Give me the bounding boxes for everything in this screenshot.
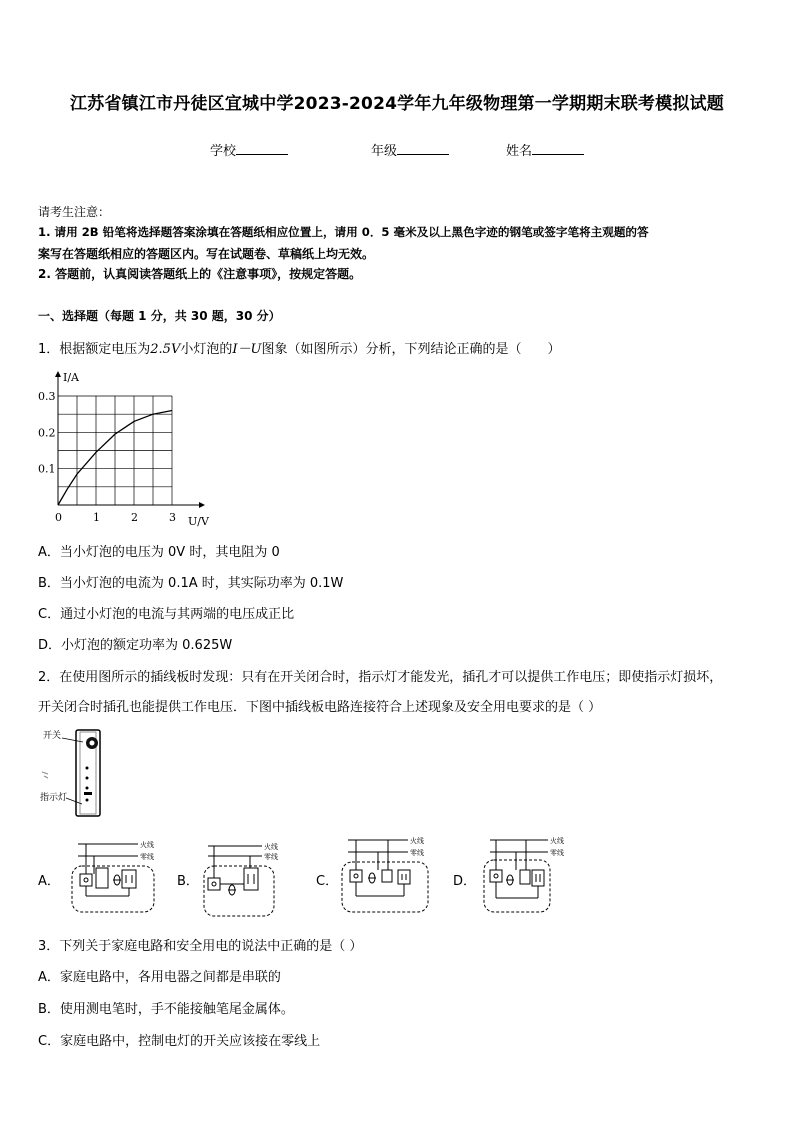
y-axis-arrow (55, 371, 61, 377)
chart-grid (58, 396, 172, 505)
power-strip-figure (40, 726, 110, 818)
grade-blank[interactable] (397, 142, 449, 155)
grade-label: 年级 (371, 144, 398, 159)
x-tick-label: 2 (131, 511, 138, 524)
x-axis-label: U/V (188, 515, 209, 528)
q1-option-c[interactable]: C．通过小灯泡的电流与其两端的电压成正比 (38, 607, 295, 622)
name-label: 姓名 (506, 144, 533, 159)
notice-item-1-line-2: 案写在答题纸相应的答题区内。写在试题卷、草稿纸上均无效。 (38, 247, 375, 261)
neutral-wire-label: 零线 (140, 853, 154, 861)
q3-option-c[interactable]: C．家庭电路中，控制电灯的开关应该接在零线上 (38, 1034, 321, 1049)
q1-stem-part-b: 小灯泡的 (180, 342, 233, 357)
x-tick-label: 1 (93, 511, 100, 524)
fire-wire-label: 火线 (140, 841, 154, 849)
x-tick-label: 0 (55, 511, 62, 524)
neutral-wire-label: 零线 (410, 849, 424, 857)
x-tick-label: 3 (169, 511, 176, 524)
school-blank[interactable] (236, 142, 288, 155)
q1-voltage: 2.5V (150, 342, 181, 357)
q1-stem-part-c: 图象（如图所示）分析，下列结论正确的是（ ） (261, 342, 561, 357)
lamp-leader (66, 798, 82, 804)
y-tick-label: 0.3 (38, 390, 56, 403)
page-title: 江苏省镇江市丹徒区宜城中学2023-2024学年九年级物理第一学期期末联考模拟试题 (70, 94, 724, 114)
y-tick-label: 0.1 (38, 462, 56, 476)
q2-option-d[interactable]: D． (453, 874, 477, 889)
circuit-a[interactable] (66, 838, 170, 918)
fire-wire-label: 火线 (264, 843, 278, 851)
q2-option-b[interactable]: B． (177, 874, 199, 889)
chart-axes (55, 371, 205, 508)
q1-option-b[interactable]: B．当小灯泡的电流为 0.1A 时，其实际功率为 0.1W (38, 576, 344, 591)
circuit-c[interactable] (338, 832, 442, 916)
q3-option-b[interactable]: B．使用测电笔时，手不能接触笔尾金属体。 (38, 1002, 294, 1017)
question-2-line-1: 2．在使用图所示的插线板时发现：只有在开关闭合时，指示灯才能发光，插孔才可以提供工作电压；即使指示灯损坏， (38, 670, 723, 685)
x-axis-arrow (199, 502, 205, 508)
section-heading: 一、选择题（每题 1 分，共 30 题，30 分） (38, 309, 281, 323)
y-axis-label: I/A (63, 371, 79, 384)
notice-item-1-line-1: 1. 请用 2B 铅笔将选择题答案涂填在答题纸相应位置上，请用 0．5 毫米及以上黑色字迹的钢笔或签字笔将主观题的答 (38, 225, 649, 239)
iu-chart (30, 362, 220, 530)
fire-wire-label: 火线 (410, 837, 424, 845)
notice-heading: 请考生注意： (38, 205, 111, 219)
question-3-stem: 3．下列关于家庭电路和安全用电的说法中正确的是（ ） (38, 939, 363, 954)
q1-iu: I－U (232, 342, 262, 357)
q1-stem-part-a: 1．根据额定电压为 (38, 342, 151, 357)
school-label: 学校 (210, 144, 237, 159)
question-2-line-2: 开关闭合时插孔也能提供工作电压．下图中插线板电路连接符合上述现象及安全用电要求的是（ ） (38, 700, 602, 715)
name-blank[interactable] (532, 142, 584, 155)
name-field (506, 140, 584, 159)
grade-field (371, 140, 449, 159)
q1-option-a[interactable]: A．当小灯泡的电压为 0V 时，其电阻为 0 (38, 545, 280, 560)
q1-option-d[interactable]: D．小灯泡的额定功率为 0.625W (38, 638, 233, 653)
circuit-d[interactable] (480, 832, 584, 916)
fire-wire-label: 火线 (550, 837, 564, 845)
neutral-wire-label: 零线 (550, 849, 564, 857)
q3-option-a[interactable]: A．家庭电路中，各用电器之间都是串联的 (38, 970, 281, 985)
switch-label: 开关 (43, 731, 62, 741)
neutral-wire-label: 零线 (264, 853, 278, 861)
q2-option-a[interactable]: A． (38, 874, 60, 889)
school-field (210, 140, 288, 159)
y-tick-label: 0.2 (38, 426, 56, 440)
notice-item-2: 2. 答题前，认真阅读答题纸上的《注意事项》，按规定答题。 (38, 267, 362, 281)
lamp-label: 指示灯 (40, 793, 68, 803)
question-1-stem (38, 338, 560, 357)
q2-option-c[interactable]: C． (316, 874, 339, 889)
circuit-b[interactable] (200, 838, 304, 918)
